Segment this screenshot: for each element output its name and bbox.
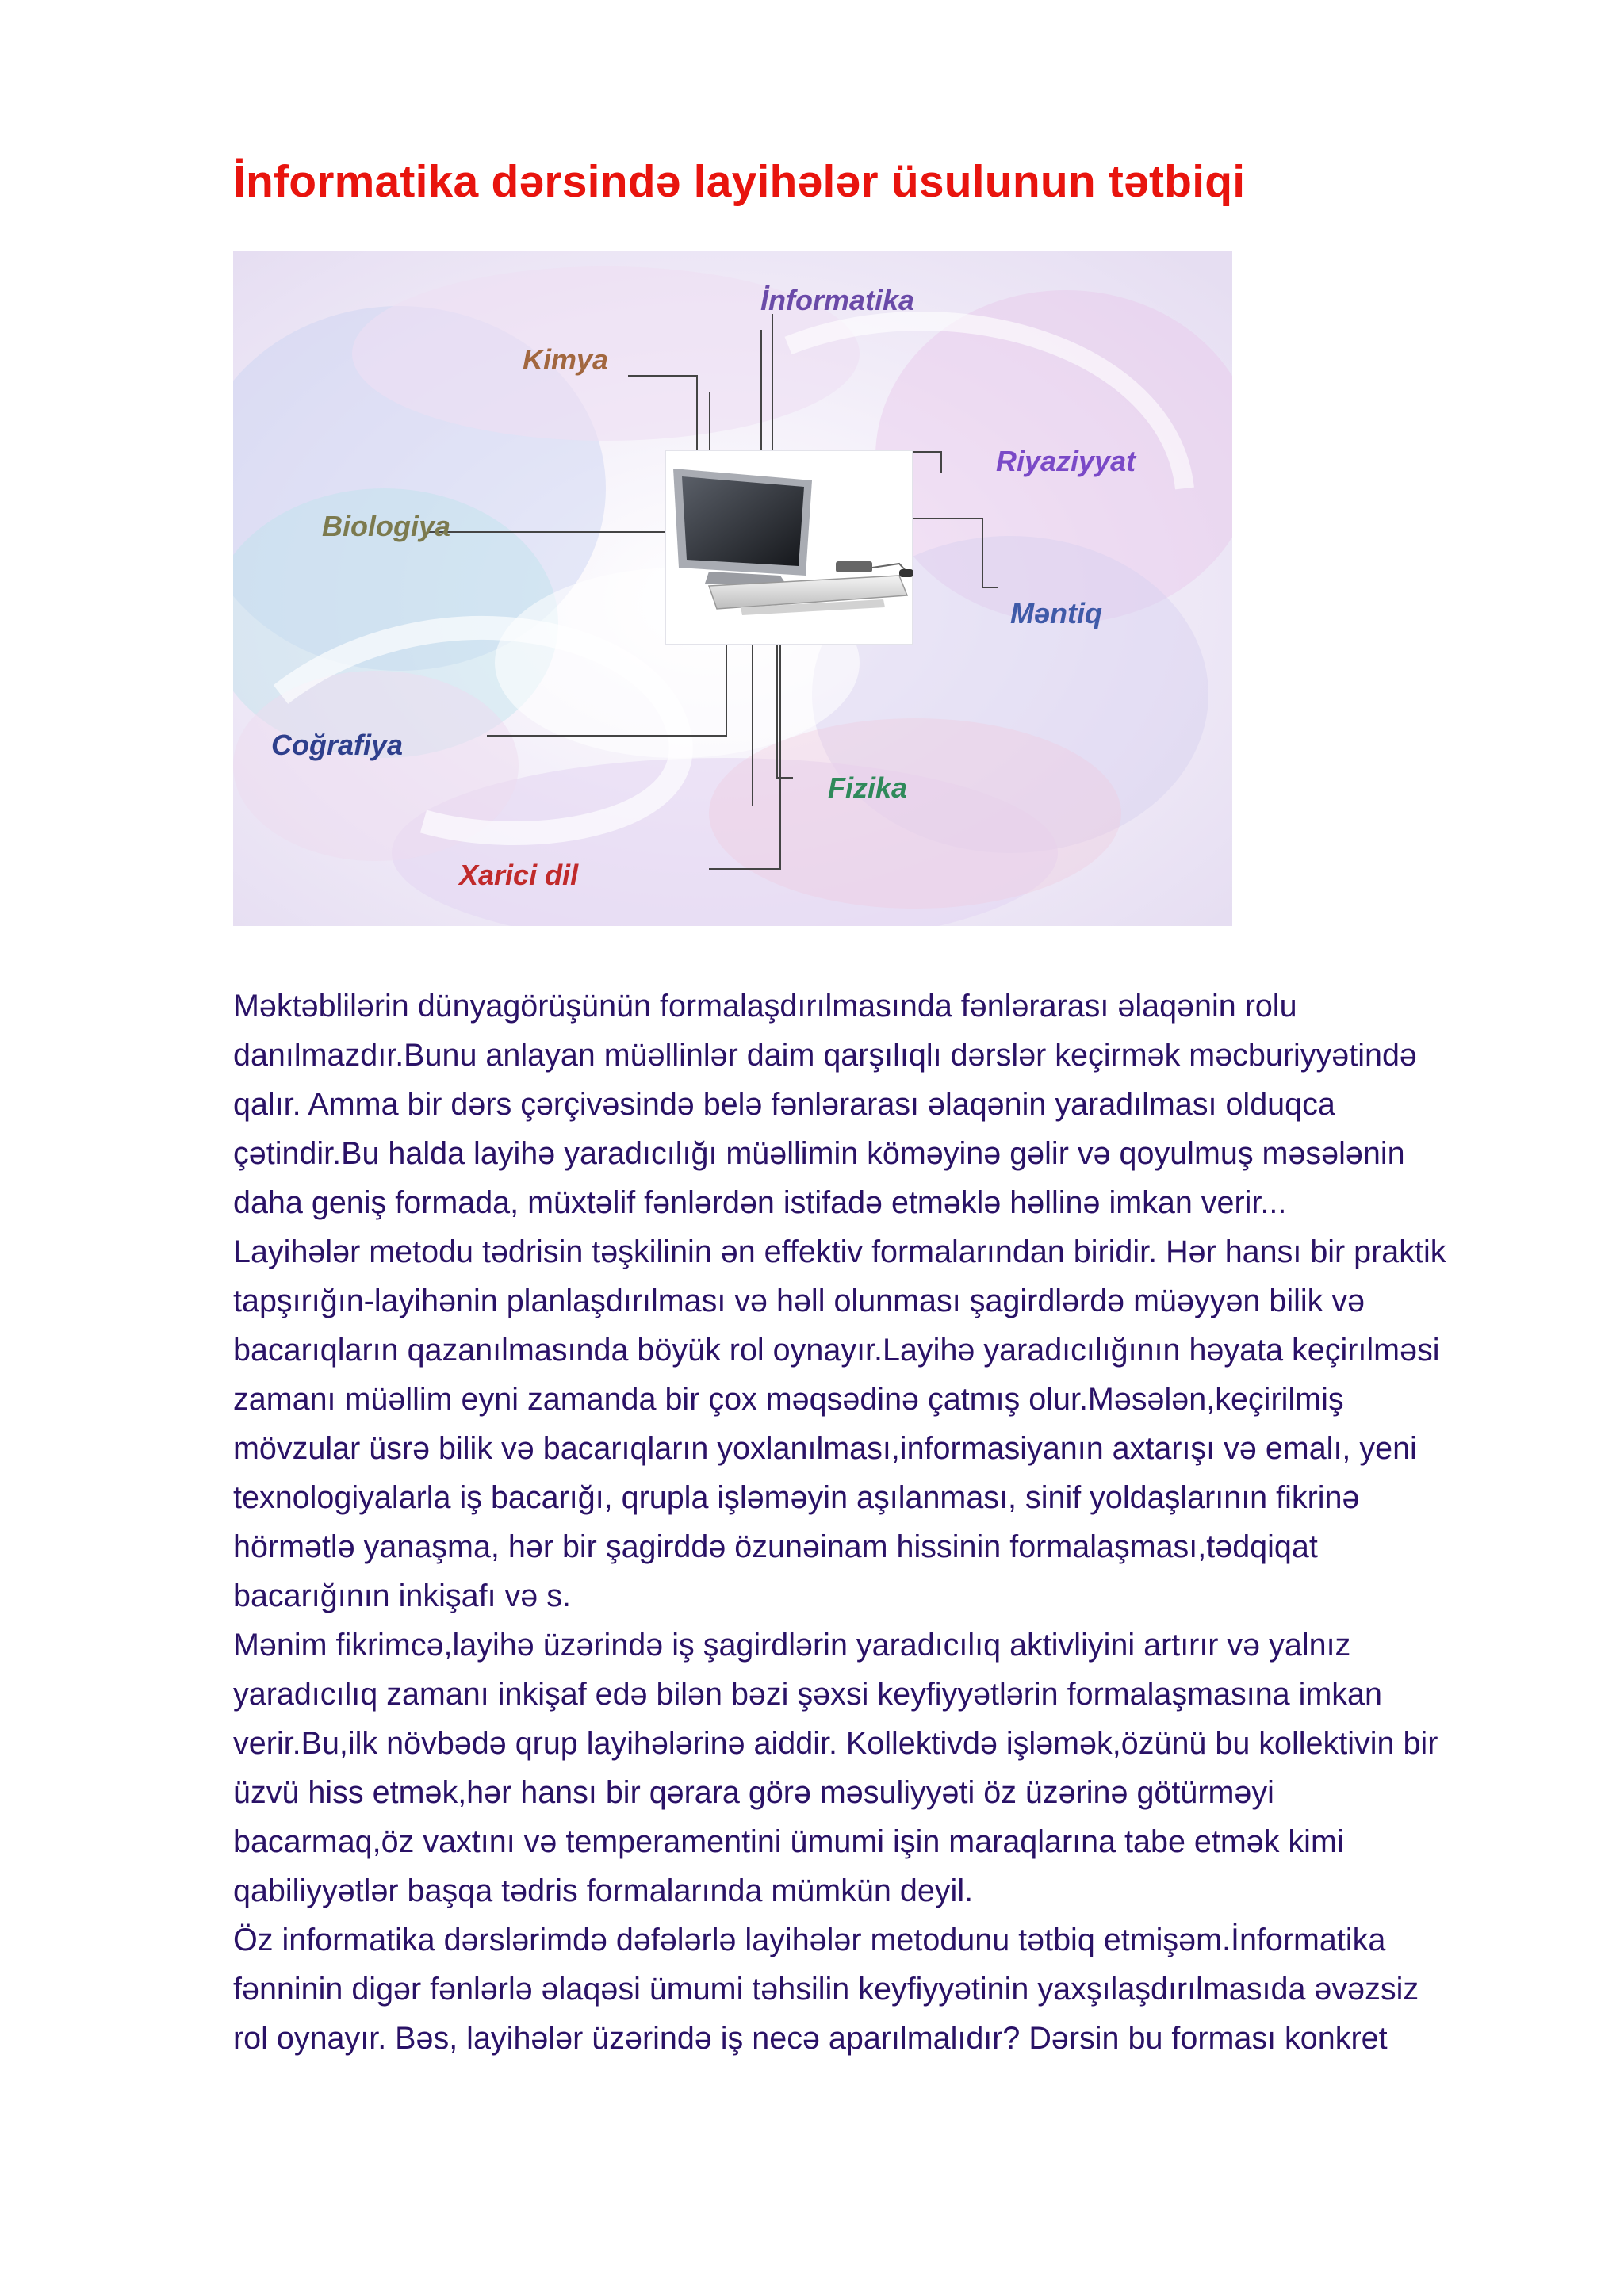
label-fizika: Fizika (828, 771, 908, 804)
text-line: bacarıqların qazanılmasında böyük rol oynayır.Layihə yaradıcılığının həyata keçirılməsi (233, 1333, 1440, 1368)
subjects-diagram-image (233, 251, 1232, 926)
page-title: İnformatika dərsində layihələr üsulunun tətbiqi (233, 156, 1246, 207)
label-kimya: Kimya (523, 343, 609, 376)
text-line: Məktəblilərin dünyagörüşünün formalaşdırılmasında fənlərarası əlaqənin rolu (233, 989, 1297, 1024)
subjects-diagram (233, 251, 1232, 926)
text-line: qalır. Amma bir dərs çərçivəsində belə fənlərarası əlaqənin yaradılması olduqca (233, 1087, 1335, 1122)
text-line: bacarmaq,öz vaxtını və temperamentini ümumi işin maraqlarına tabe etmək kimi (233, 1824, 1344, 1859)
text-line: daha geniş formada, müxtəlif fənlərdən istifadə etməklə həllinə imkan verir... (233, 1185, 1287, 1220)
label-mentiq: Məntiq (1010, 597, 1102, 629)
label-biologiya: Biologiya (322, 510, 451, 542)
paragraph-4 (233, 1915, 1518, 2063)
label-xarici-dil: Xarici dil (459, 859, 579, 891)
paragraph-2 (233, 1227, 1518, 1621)
text-line: çətindir.Bu halda layihə yaradıcılığı müəllimin köməyinə gəlir və qoyulmuş məsələnin (233, 1136, 1405, 1171)
text-line: danılmazdır.Bunu anlayan müəllinlər daim qarşılıqlı dərslər keçirmək məcburiyyətində (233, 1038, 1417, 1073)
text-line: Layihələr metodu tədrisin təşkilinin ən effektiv formalarından biridir. Hər hansı bir praktik (233, 1234, 1446, 1269)
text-line: mövzular üsrə bilik və bacarıqların yoxlanılması,informasiyanın axtarışı və emalı, yeni (233, 1431, 1417, 1466)
text-line: üzvü hiss etmək,hər hansı bir qərara görə məsuliyyəti öz üzərinə götürməyi (233, 1775, 1274, 1810)
text-line: bacarığının inkişafı və s. (233, 1578, 571, 1613)
text-line: zamanı müəllim eyni zamanda bir çox məqsədinə çatmış olur.Məsələn,keçirilmiş (233, 1382, 1344, 1417)
text-line: qabiliyyətlər başqa tədris formalarında mümkün deyil. (233, 1873, 974, 1908)
article-body (233, 982, 1518, 2063)
paragraph-1 (233, 982, 1518, 1227)
text-line: Öz informatika dərslərimdə dəfələrlə layihələr metodunu tətbiq etmişəm.İnformatika (233, 1923, 1386, 1957)
text-line: Mənim fikrimcə,layihə üzərində iş şagirdlərin yaradıcılıq aktivliyini artırır və yalnız (233, 1628, 1351, 1663)
paragraph-3 (233, 1621, 1518, 1915)
text-line: rol oynayır. Bəs, layihələr üzərində iş necə aparılmalıdır? Dərsin bu forması konkret (233, 2021, 1388, 2056)
text-line: hörmətlə yanaşma, hər bir şagirddə özunəinam hissinin formalaşması,tədqiqat (233, 1529, 1318, 1564)
label-informatika: İnformatika (760, 284, 915, 316)
label-riyaziyyat: Riyaziyyat (996, 445, 1136, 477)
text-line: texnologiyalarla iş bacarığı, qrupla işləməyin aşılanması, sinif yoldaşlarının fikrinə (233, 1480, 1360, 1515)
text-line: fənninin digər fənlərlə əlaqəsi ümumi təhsilin keyfiyyətinin yaxşılaşdırılmasıda əvəzsiz (233, 1972, 1419, 2007)
text-line: tapşırığın-layihənin planlaşdırılması və həll olunması şagirdlərdə müəyyən bilik və (233, 1284, 1365, 1318)
text-line: yaradıcılıq zamanı inkişaf edə bilən bəzi şəxsi keyfiyyətlərin formalaşmasına imkan (233, 1677, 1382, 1712)
label-cografiya: Coğrafiya (271, 729, 404, 761)
text-line: verir.Bu,ilk növbədə qrup layihələrinə aiddir. Kollektivdə işləmək,özünü bu kollektivin bir (233, 1726, 1438, 1761)
